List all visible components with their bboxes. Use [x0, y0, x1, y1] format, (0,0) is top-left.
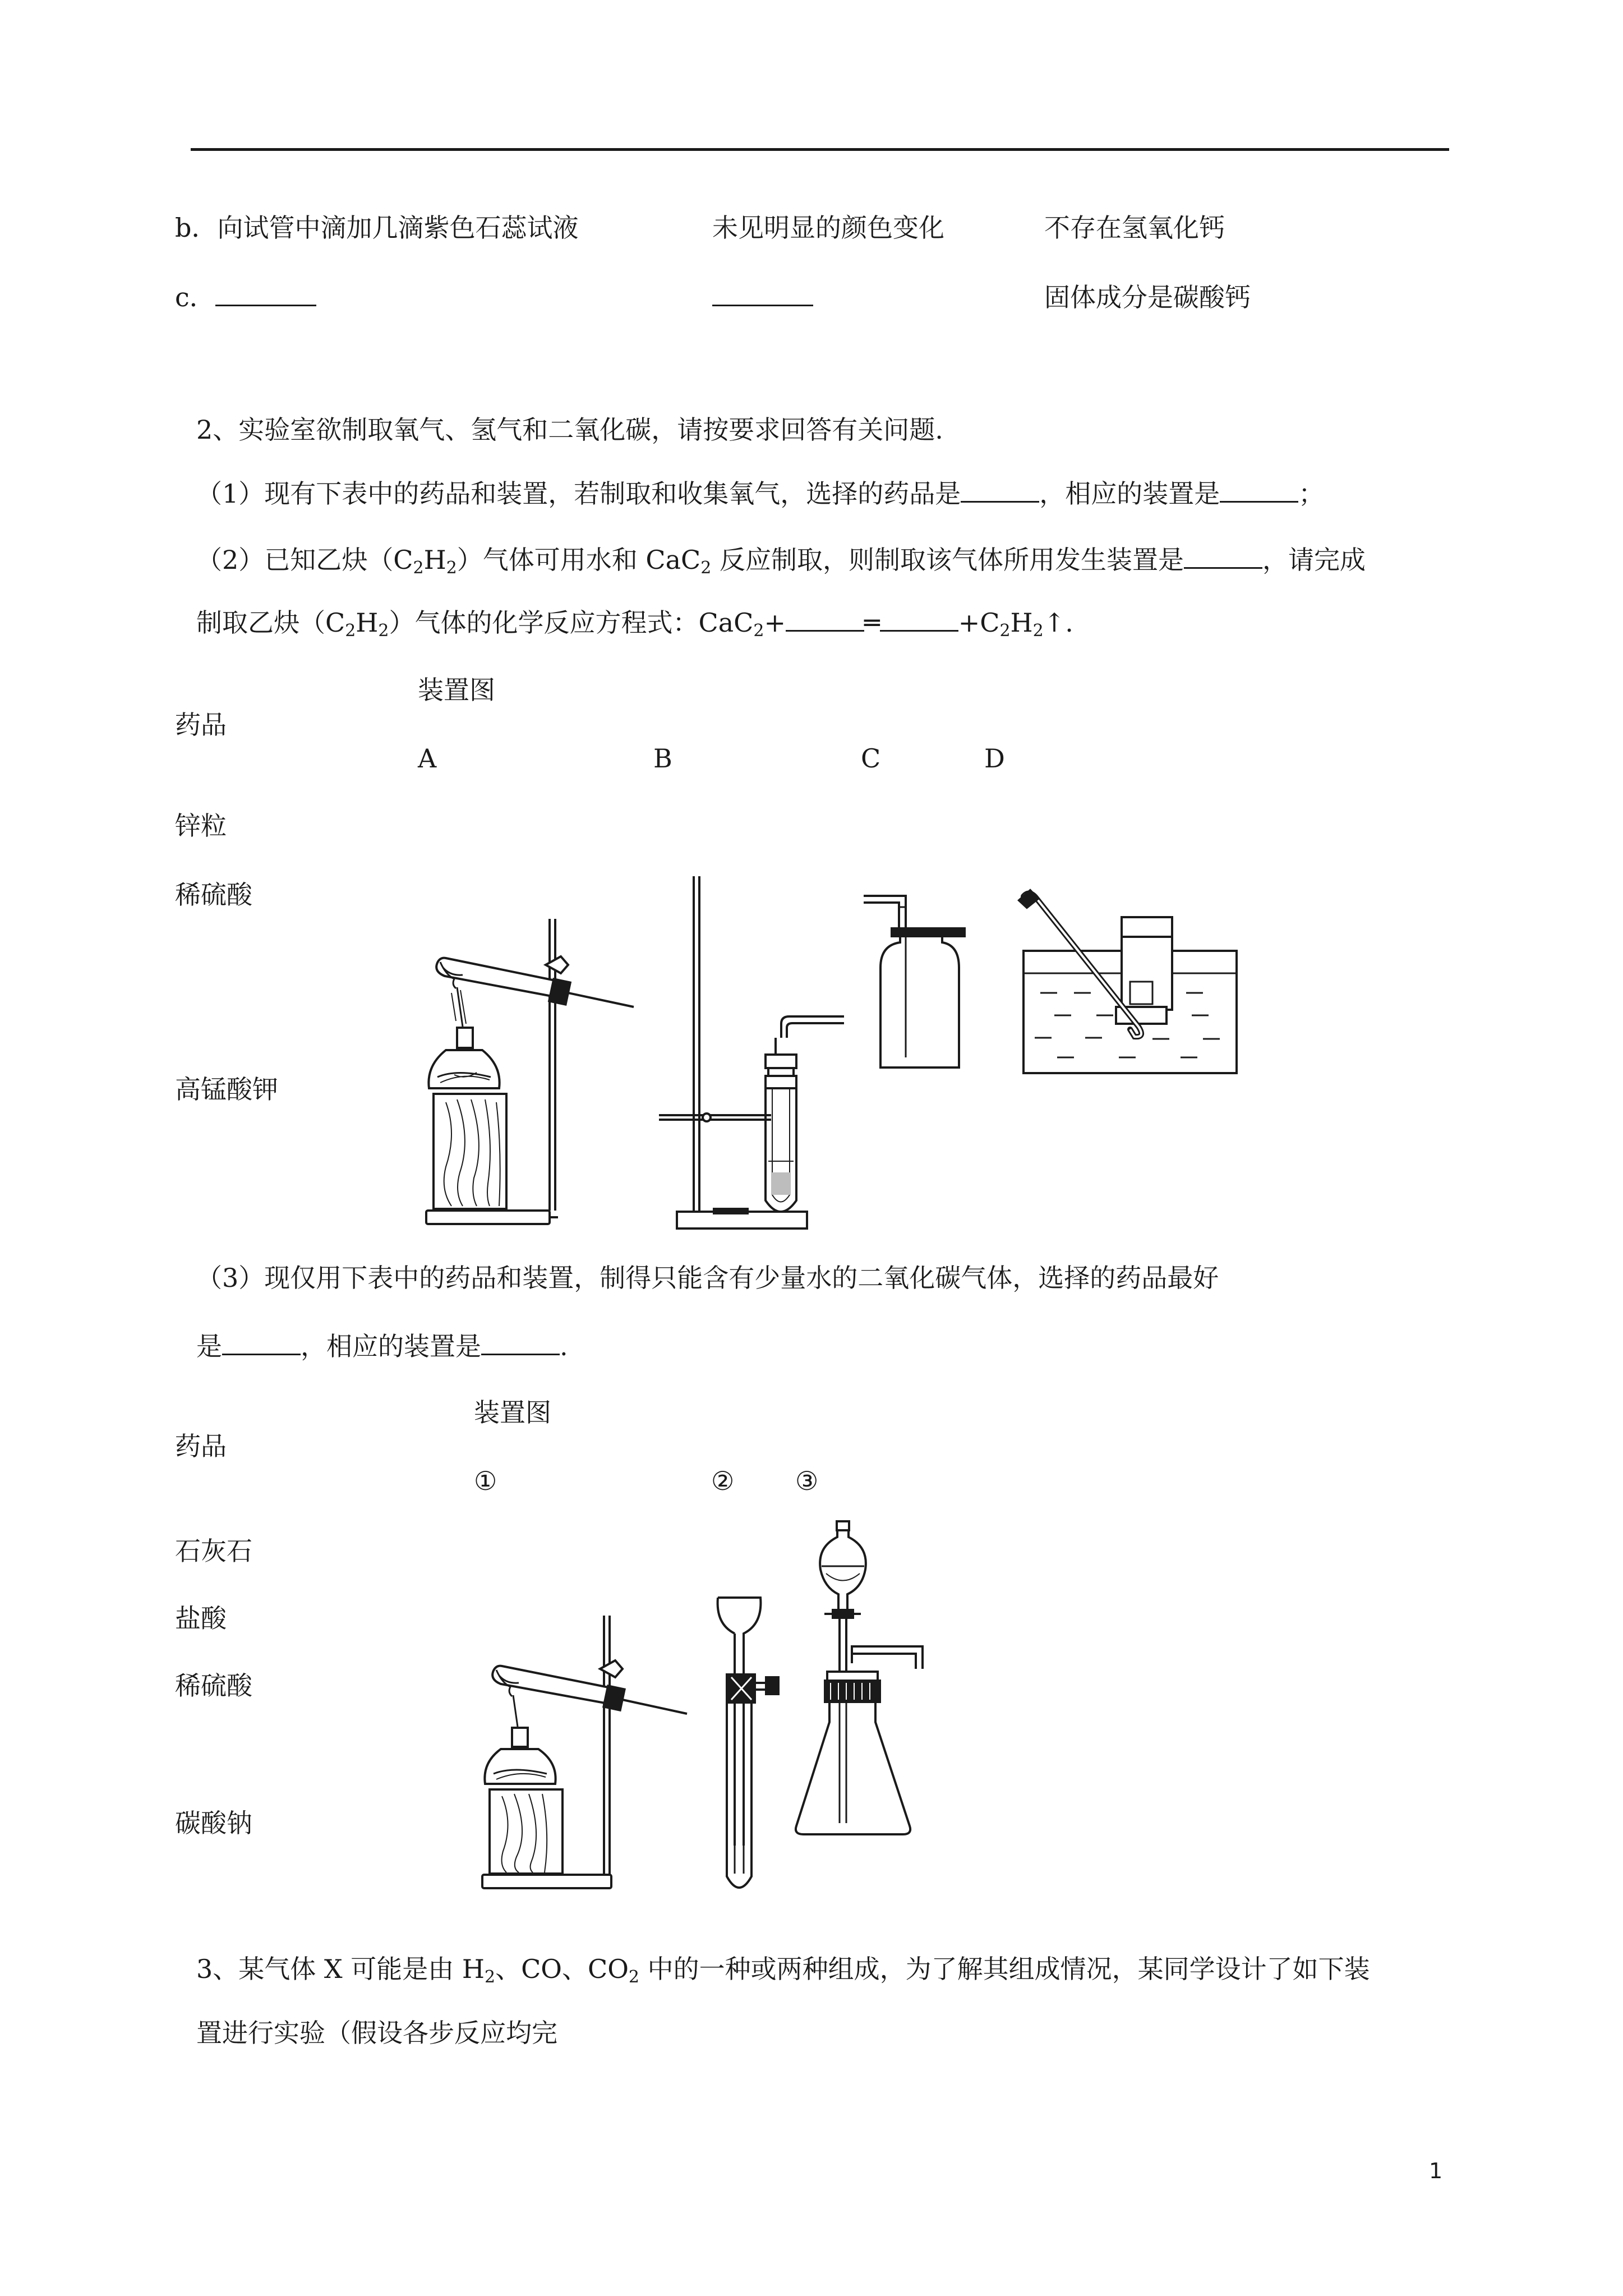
row-c-step: c．: [175, 280, 316, 314]
answer-blank: [712, 305, 813, 306]
q3-line2: 置进行实验（假设各步反应均完: [196, 2018, 557, 2048]
answer-blank: [222, 1354, 301, 1355]
q2-part3-answer: 是 ，相应的装置是 .: [196, 1331, 568, 1361]
device2-label-1: ①: [474, 1466, 497, 1496]
apparatus-c-collecting-bottle: [861, 889, 976, 1069]
header-rule: [191, 148, 1449, 151]
answer-blank: [215, 305, 316, 306]
device-label-a: A: [418, 743, 437, 774]
answer-blank: [1220, 501, 1298, 503]
device-label-c: C: [861, 743, 881, 774]
apparatus-a-heating-setup: [423, 909, 659, 1228]
row-c-conclusion: 固体成分是碳酸钙: [1044, 282, 1251, 312]
table-device-header: 装置图: [418, 675, 495, 705]
q2-part2: （2）已知乙炔$(C_2H_2)$气体可用水和 CaC$_2$ 反应制取，则制取该气体所用发生装置是 ，请完成: [196, 545, 1366, 578]
drug2-item: 盐酸: [175, 1603, 227, 1634]
row-c-phenomenon: [712, 280, 813, 314]
q2-intro: 2、实验室欲制取氧气、氢气和二氧化碳，请按要求回答有关问题.: [196, 415, 943, 445]
answer-blank: [880, 630, 958, 632]
apparatus-d-water-trough: [1023, 892, 1248, 1077]
row-b-step: b．向试管中滴加几滴紫色石蕊试液: [175, 213, 579, 243]
drug-item: 稀硫酸: [175, 880, 252, 910]
apparatus-1-heating-setup: [479, 1616, 715, 1896]
answer-blank: [1184, 567, 1262, 569]
q2-part2-equation: 制取乙炔$(C_2H_2)$气体的化学反应方程式：CaC$_2$+ ═ $+C_2H_2↑$.: [196, 608, 1073, 641]
apparatus-3-separatory-funnel-flask: [794, 1520, 939, 1902]
answer-blank: [786, 630, 864, 632]
device2-label-3: ③: [795, 1466, 819, 1496]
answer-blank: [481, 1354, 560, 1355]
drug-item: 锌粒: [175, 811, 227, 841]
drug-item: 高锰酸钾: [175, 1074, 278, 1105]
row-b-phenomenon: 未见明显的颜色变化: [712, 213, 944, 243]
device2-label-2: ②: [711, 1466, 735, 1496]
page-number: 1: [1429, 2159, 1443, 2183]
drug2-item: 碳酸钠: [175, 1808, 252, 1838]
drug2-item: 石灰石: [175, 1536, 252, 1566]
table2-drug-header: 药品: [175, 1431, 227, 1461]
apparatus-b-solid-liquid-setup: [653, 869, 855, 1234]
device-label-d: D: [984, 743, 1005, 774]
answer-blank: [961, 501, 1039, 503]
apparatus-2-funnel-test-tube: [711, 1593, 784, 1902]
row-b-conclusion: 不存在氢氧化钙: [1044, 213, 1225, 243]
q3-line1: 3、某气体 X 可能是由 $H_2$、CO、$CO_2$ 中的一种或两种组成，为了解其组成情况，某同学设计了如下装: [196, 1954, 1370, 1987]
table2-device-header: 装置图: [474, 1397, 551, 1428]
table-drug-header: 药品: [175, 710, 227, 740]
q2-part3: （3）现仅用下表中的药品和装置，制得只能含有少量水的二氧化碳气体，选择的药品最好: [196, 1263, 1219, 1293]
q2-part1: （1）现有下表中的药品和装置，若制取和收集氧气，选择的药品是 ，相应的装置是 ；: [196, 478, 1325, 509]
drug2-item: 稀硫酸: [175, 1671, 252, 1701]
device-label-b: B: [653, 743, 672, 774]
